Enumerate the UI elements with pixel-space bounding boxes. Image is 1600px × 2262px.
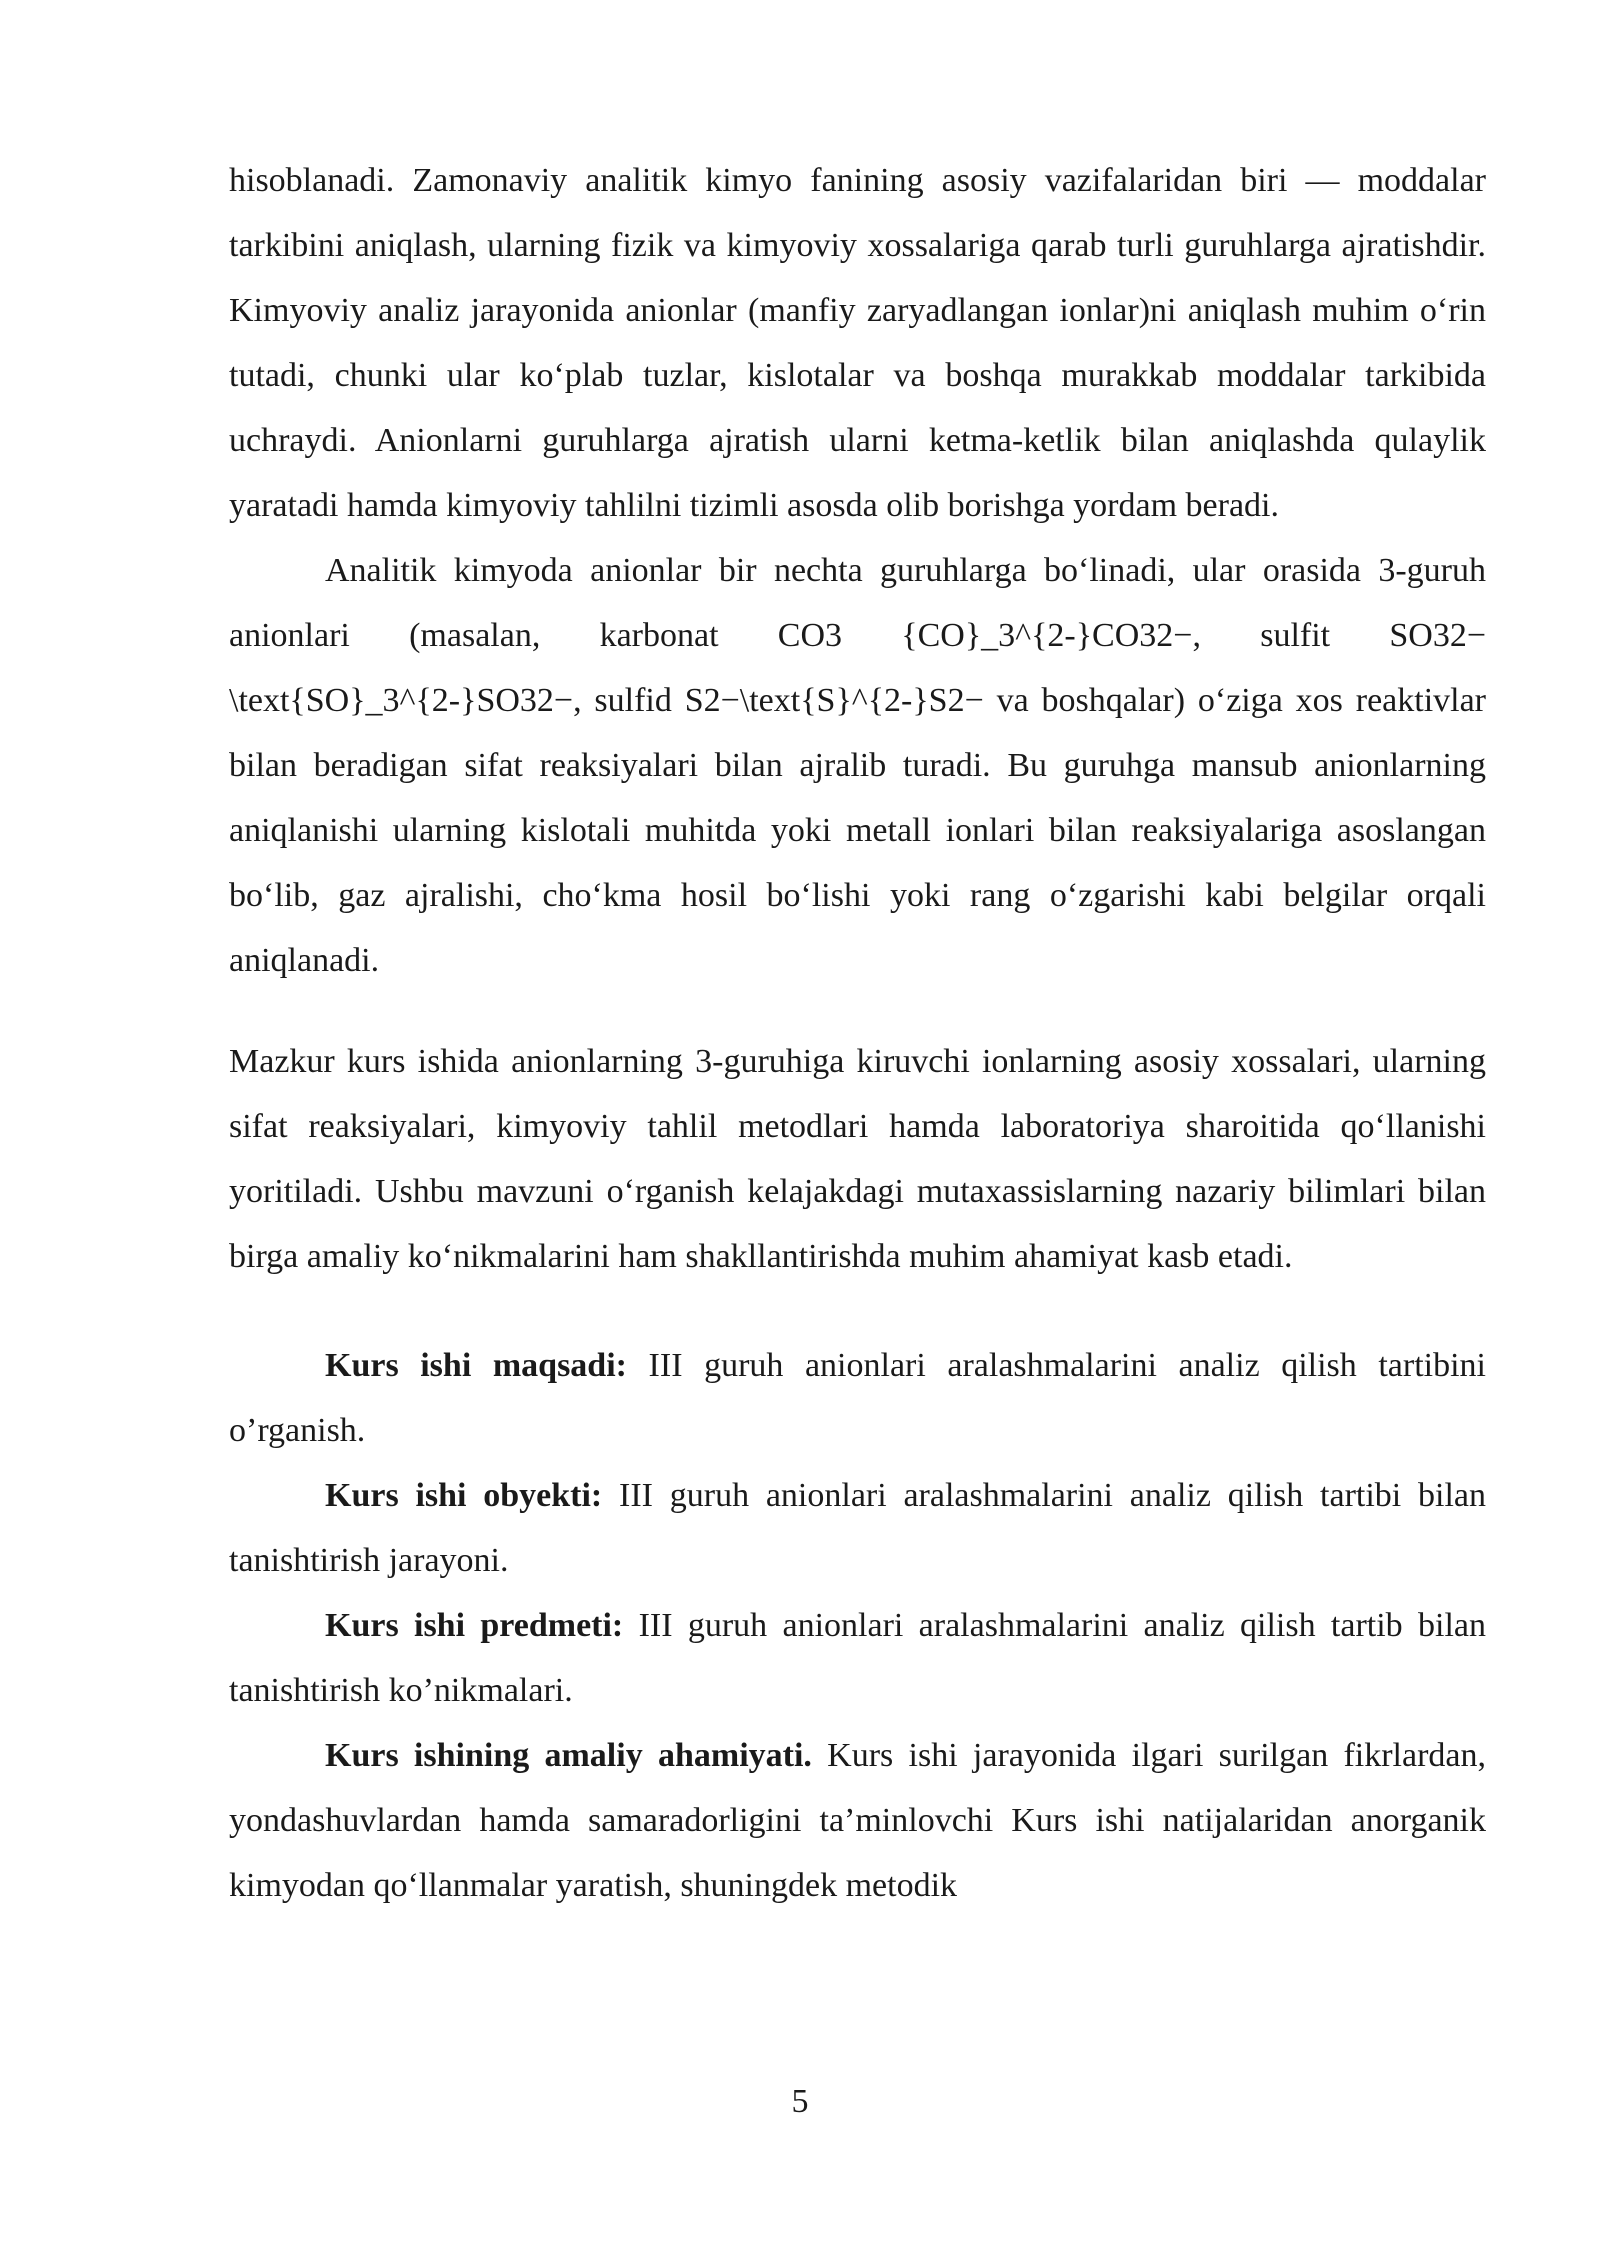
paragraph-intro: hisoblanadi. Zamonaviy analitik kimyo fanining asosiy vazifalaridan biri — moddalar tarkibini aniqlash, ularning fizik va kimyoviy xossalariga qarab turli guruhlarga ajratishdir. Kimyoviy analiz jarayonida anionlar (manfiy zaryadlangan ionlar)ni aniqlash muhim o‘rin tutadi, chunki ular ko‘plab tuzlar, kislotalar va boshqa murakkab moddalar tarkibida uchraydi. Anionlarni guruhlarga ajratish ularni ketma-ketlik bilan aniqlashda qulaylik yaratadi hamda kimyoviy tahlilni tizimli asosda olib borishga yordam beradi.	[229, 162, 1486, 524]
item-course-goal-text: III guruh anionlari aralashmalarini analiz qilish tartibini o’rganish.	[229, 1347, 1486, 1449]
paragraph-anion-groups: Analitik kimyoda anionlar bir nechta guruhlarga bo‘linadi, ular orasida 3-guruh anionlari (masalan, karbonat CO3 {CO}_3^{2-}CO32−, sulfit SO32− \text{SO}_3^{2-}SO32−, sulfid S2−\text{S}^{2-}S2− va boshqalar) o‘ziga xos reaktivlar bilan beradigan sifat reaksiyalari bilan ajralib turadi. Bu guruhga mansub anionlarning aniqlanishi ularning kislotali muhitda yoki metall ionlari bilan reaksiyalariga asoslangan bo‘lib, gaz ajralishi, cho‘kma hosil bo‘lishi yoki rang o‘zgarishi kabi belgilar orqali aniqlanadi.	[229, 552, 1486, 979]
item-course-object-text: III guruh anionlari aralashmalarini analiz qilish tartibi bilan tanishtirish jarayoni.	[229, 1477, 1486, 1579]
paragraph-course-scope: Mazkur kurs ishida anionlarning 3-guruhiga kiruvchi ionlarning asosiy xossalari, ularning sifat reaksiyalari, kimyoviy tahlil metodlari hamda laboratoriya sharoitida qo‘llanishi yoritiladi. Ushbu mavzuni o‘rganish kelajakdagi mutaxassislarning nazariy bilimlari bilan birga amaliy ko‘nikmalarini ham shakllantirishda muhim ahamiyat kasb etadi.	[229, 1043, 1486, 1275]
item-course-object	[229, 1463, 1486, 1593]
item-practical-importance-label: Kurs ishining amaliy ahamiyati.	[325, 1737, 812, 1774]
item-course-object-label: Kurs ishi obyekti:	[325, 1477, 603, 1514]
item-course-subject-text: III guruh anionlari aralashmalarini analiz qilish tartib bilan tanishtirish ko’nikmalari.	[229, 1607, 1486, 1709]
item-course-goal	[229, 1333, 1486, 1463]
item-practical-importance	[229, 1723, 1486, 1918]
item-practical-importance-text: Kurs ishi jarayonida ilgari surilgan fikrlardan, yondashuvlardan hamda samaradorligini ta’minlovchi Kurs ishi natijalaridan anorganik kimyodan qo‘llanmalar yaratish, shuningdek metodik	[229, 1737, 1486, 1904]
item-course-subject-label: Kurs ishi predmeti:	[325, 1607, 624, 1644]
body-text	[229, 148, 1486, 1918]
item-course-goal-label: Kurs ishi maqsadi:	[325, 1347, 627, 1384]
item-course-subject	[229, 1593, 1486, 1723]
page-number: 5	[791, 2083, 809, 2120]
